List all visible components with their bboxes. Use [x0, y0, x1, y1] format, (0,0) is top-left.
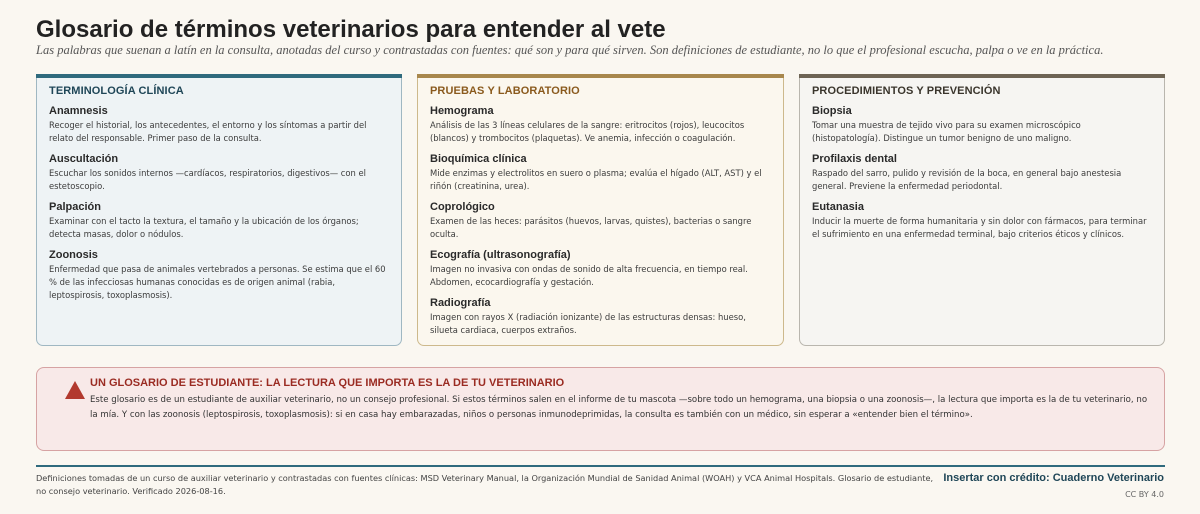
- license-label: CC BY 4.0: [1125, 490, 1164, 499]
- term-definition: Imagen no invasiva con ondas de sonido de alta frecuencia, en tiempo real. Abdomen, ecocardiografía y gestación.: [430, 264, 748, 287]
- card-title: PROCEDIMIENTOS Y PREVENCIÓN: [812, 85, 1001, 97]
- footer-sources: Definiciones tomadas de un curso de auxiliar veterinario y contrastadas con fuentes clínicas: MSD Veterinary Manual, la Organización Mundial de Sanidad Animal (WOAH) y VCA Animal Hospitals. Glosario de estudiante, no consejo veterinario. Verificado 2026-08-16.: [36, 473, 934, 496]
- term-biopsia: [812, 105, 1152, 145]
- warning-body: Este glosario es de un estudiante de auxiliar veterinario, no un consejo profesional. Si estos términos salen en el informe de tu mascota —sobre todo un hemograma, una biopsia o una zoonosis—, la lectura que importa es la de tu veterinario, no la mía. Y con las zoonosis (leptospirosis, toxoplasmosis): si en casa hay embarazadas, niños o personas inmunodeprimidas, la consulta es también con un médico, sin esperar a «entender bien el término».: [90, 395, 1148, 420]
- term-name: Coprológico: [430, 201, 495, 213]
- term-bioquimica-clinica: [430, 153, 771, 193]
- term-name: Radiografía: [430, 297, 491, 309]
- term-definition: Análisis de las 3 líneas celulares de la sangre: eritrocitos (rojos), leucocitos (blancos) y trombocitos (plaquetas). Ve anemia, infección o coagulación.: [430, 120, 745, 143]
- term-definition: Tomar una muestra de tejido vivo para su examen microscópico (histopatología). Distingue un tumor benigno de uno maligno.: [812, 120, 1081, 143]
- warning-title: UN GLOSARIO DE ESTUDIANTE: LA LECTURA QUE IMPORTA ES LA DE TU VETERINARIO: [90, 377, 565, 389]
- term-anamnesis: [49, 105, 389, 145]
- term-name: Bioquímica clínica: [430, 153, 527, 165]
- term-name: Hemograma: [430, 105, 494, 117]
- term-definition: Mide enzimas y electrolitos en suero o plasma; evalúa el hígado (ALT, AST) y el riñón (creatinina, urea).: [430, 168, 762, 191]
- card-accent-bar: [799, 74, 1165, 78]
- term-definition: Raspado del sarro, pulido y revisión de la boca, en general bajo anestesia general. Previene la enfermedad periodontal.: [812, 168, 1122, 191]
- term-profilaxis-dental: [812, 153, 1152, 193]
- embed-credit: Insertar con crédito: Cuaderno Veterinario: [943, 472, 1164, 484]
- term-name: Eutanasia: [812, 201, 864, 213]
- term-definition: Examinar con el tacto la textura, el tamaño y la ubicación de los órganos; detecta masas, dolor o nódulos.: [49, 216, 359, 239]
- card-terminologia-clinica: [36, 74, 402, 346]
- term-name: Anamnesis: [49, 105, 108, 117]
- term-palpacion: [49, 201, 389, 241]
- term-name: Auscultación: [49, 153, 119, 165]
- term-definition: Inducir la muerte de forma humanitaria y sin dolor con fármacos, para terminar el sufrimiento en una enfermedad terminal, bajo criterios éticos y clínicos.: [812, 216, 1147, 239]
- term-name: Profilaxis dental: [812, 153, 897, 165]
- term-zoonosis: [49, 249, 389, 302]
- term-name: Zoonosis: [49, 249, 98, 261]
- term-hemograma: [430, 105, 771, 145]
- card-accent-bar: [36, 74, 402, 78]
- card-title: TERMINOLOGÍA CLÍNICA: [49, 85, 184, 97]
- term-name: Ecografía (ultrasonografía): [430, 249, 571, 261]
- term-auscultacion: [49, 153, 389, 193]
- term-definition: Imagen con rayos X (radiación ionizante) de las estructuras densas: hueso, silueta cardiaca, cuerpos extraños.: [430, 312, 746, 335]
- term-definition: Examen de las heces: parásitos (huevos, larvas, quistes), bacterias o sangre oculta.: [430, 216, 752, 239]
- term-coprologico: [430, 201, 771, 241]
- term-definition: Enfermedad que pasa de animales vertebrados a personas. Se estima que el 60 % de las infecciosas humanas conocidas es de origen animal (rabia, leptospirosis, toxoplasmosis).: [49, 264, 386, 300]
- card-procedimientos-prevencion: [799, 74, 1165, 346]
- warning-callout: [36, 367, 1165, 451]
- term-radiografia: [430, 297, 771, 337]
- term-ecografia: [430, 249, 771, 289]
- card-title: PRUEBAS Y LABORATORIO: [430, 85, 580, 97]
- warning-triangle-icon: [64, 380, 86, 400]
- footer-divider: [36, 465, 1165, 467]
- term-eutanasia: [812, 201, 1152, 241]
- card-pruebas-laboratorio: [417, 74, 784, 346]
- page-title: Glosario de términos veterinarios para entender al vete: [36, 16, 666, 43]
- term-name: Palpación: [49, 201, 101, 213]
- term-name: Biopsia: [812, 105, 852, 117]
- card-accent-bar: [417, 74, 784, 78]
- term-definition: Recoger el historial, los antecedentes, el entorno y los síntomas a partir del relato del responsable. Primer paso de la consulta.: [49, 120, 367, 143]
- page-subtitle: Las palabras que suenan a latín en la consulta, anotadas del curso y contrastadas con fuentes: qué son y para qué sirven. Son definiciones de estudiante, no lo que el profesional escucha, palpa o ve en la práctica.: [36, 43, 1104, 57]
- term-definition: Escuchar los sonidos internos —cardíacos, respiratorios, digestivos— con el estetoscopio.: [49, 168, 366, 191]
